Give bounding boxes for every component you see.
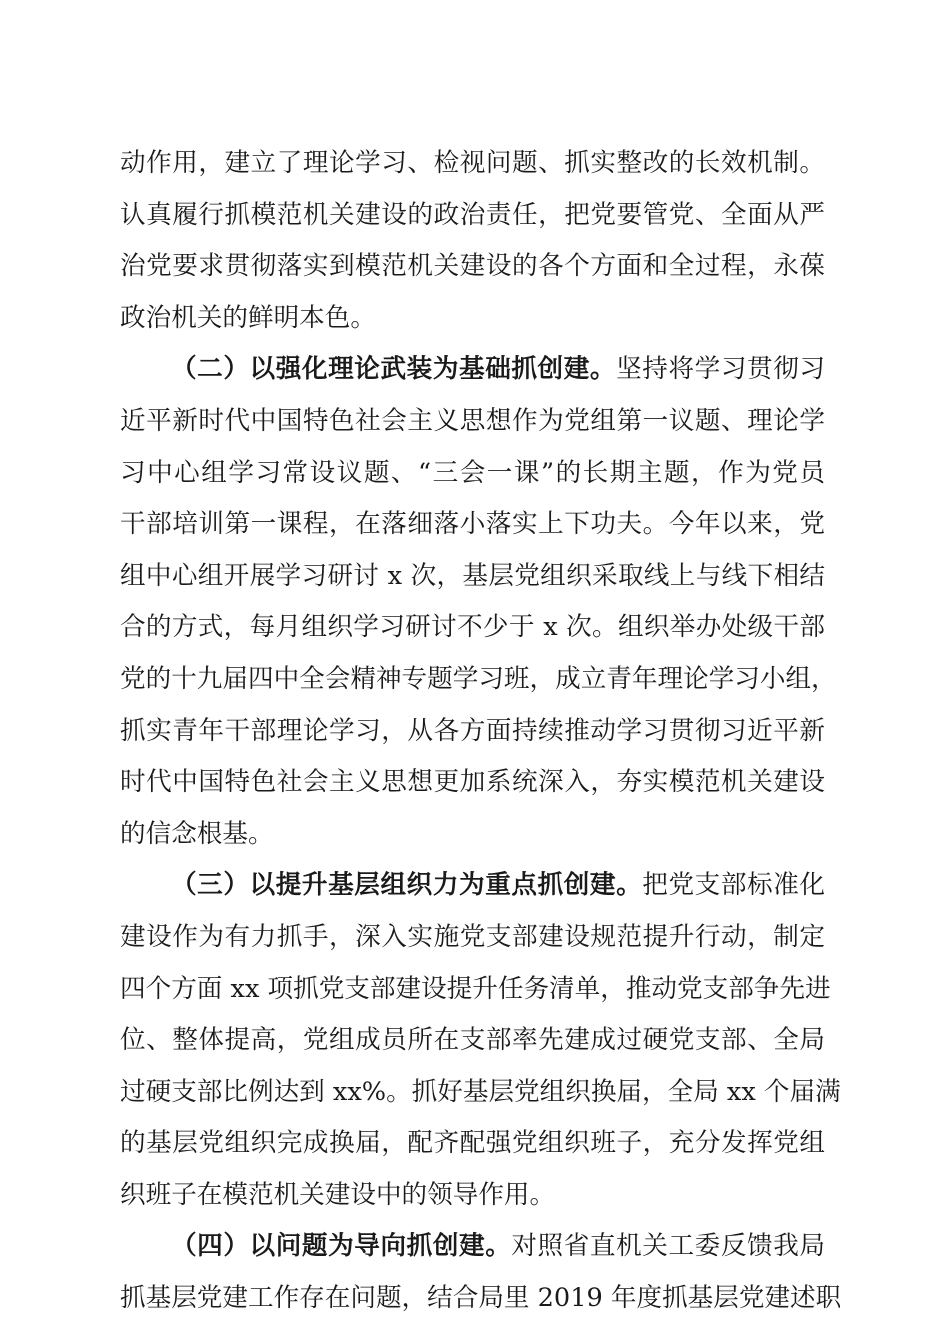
text-line: 建设作为有力抓手，深入实施党支部建设规范提升行动，制定: [120, 921, 825, 952]
text-line: 党的十九届四中全会精神专题学习班，成立青年理论学习小组，: [120, 663, 837, 694]
text-line: 织班子在模范机关建设中的领导作用。: [120, 1179, 556, 1210]
text-line: 治党要求贯彻落实到模范机关建设的各个方面和全过程，永葆: [120, 251, 825, 282]
text-line: 合的方式，每月组织学习研讨不少于 x 次。组织举办处级干部: [120, 612, 825, 643]
section-heading: （三）以提升基层组织力为重点抓创建。: [171, 870, 643, 901]
text-line: 政治机关的鲜明本色。: [120, 302, 376, 333]
text-line: 的基层党组织完成换届，配齐配强党组织班子，充分发挥党组: [120, 1128, 825, 1159]
text-line: 过硬支部比例达到 xx%。抓好基层党组织换届，全局 xx 个届满: [120, 1076, 841, 1107]
text-line: 抓实青年干部理论学习，从各方面持续推动学习贯彻习近平新: [120, 715, 825, 746]
paragraph-1: [120, 138, 825, 344]
text-line: 四个方面 xx 项抓党支部建设提升任务清单，推动党支部争先进: [120, 973, 831, 1004]
text-line: 的信念根基。: [120, 818, 274, 849]
text-line: 组中心组开展学习研讨 x 次，基层党组织采取线上与线下相结: [120, 560, 825, 591]
text-line: 近平新时代中国特色社会主义思想作为党组第一议题、理论学: [120, 405, 825, 436]
text-line: 位、整体提高，党组成员所在支部率先建成过硬党支部、全局: [120, 1025, 825, 1056]
paragraph-first-line: [120, 344, 825, 396]
text-run: 对照省直机关工委反馈我局: [511, 1231, 825, 1262]
paragraph-first-line: [120, 860, 825, 912]
text-line: 习中心组学习常设议题、“三会一课”的长期主题，作为党员: [120, 457, 825, 488]
paragraph-3: [120, 860, 841, 1221]
paragraph-2: [120, 344, 837, 860]
paragraph-4: [120, 1221, 842, 1324]
text-run: 把党支部标准化: [642, 870, 825, 901]
text-line: 干部培训第一课程，在落细落小落实上下功夫。今年以来，党: [120, 509, 825, 540]
text-line: 认真履行抓模范机关建设的政治责任，把党要管党、全面从严: [120, 199, 825, 230]
text-line: 动作用，建立了理论学习、检视问题、抓实整改的长效机制。: [120, 148, 825, 178]
text-line: 时代中国特色社会主义思想更加系统深入，夯实模范机关建设: [120, 767, 825, 798]
document-body: [120, 138, 842, 1325]
section-heading: （四）以问题为导向抓创建。: [171, 1231, 512, 1262]
section-heading: （二）以强化理论武装为基础抓创建。: [171, 354, 617, 385]
text-line: 抓基层党建工作存在问题，结合局里 2019 年度抓基层党建述职: [120, 1283, 842, 1314]
paragraph-first-line: [120, 1221, 825, 1273]
text-run: 坚持将学习贯彻习: [616, 354, 825, 385]
